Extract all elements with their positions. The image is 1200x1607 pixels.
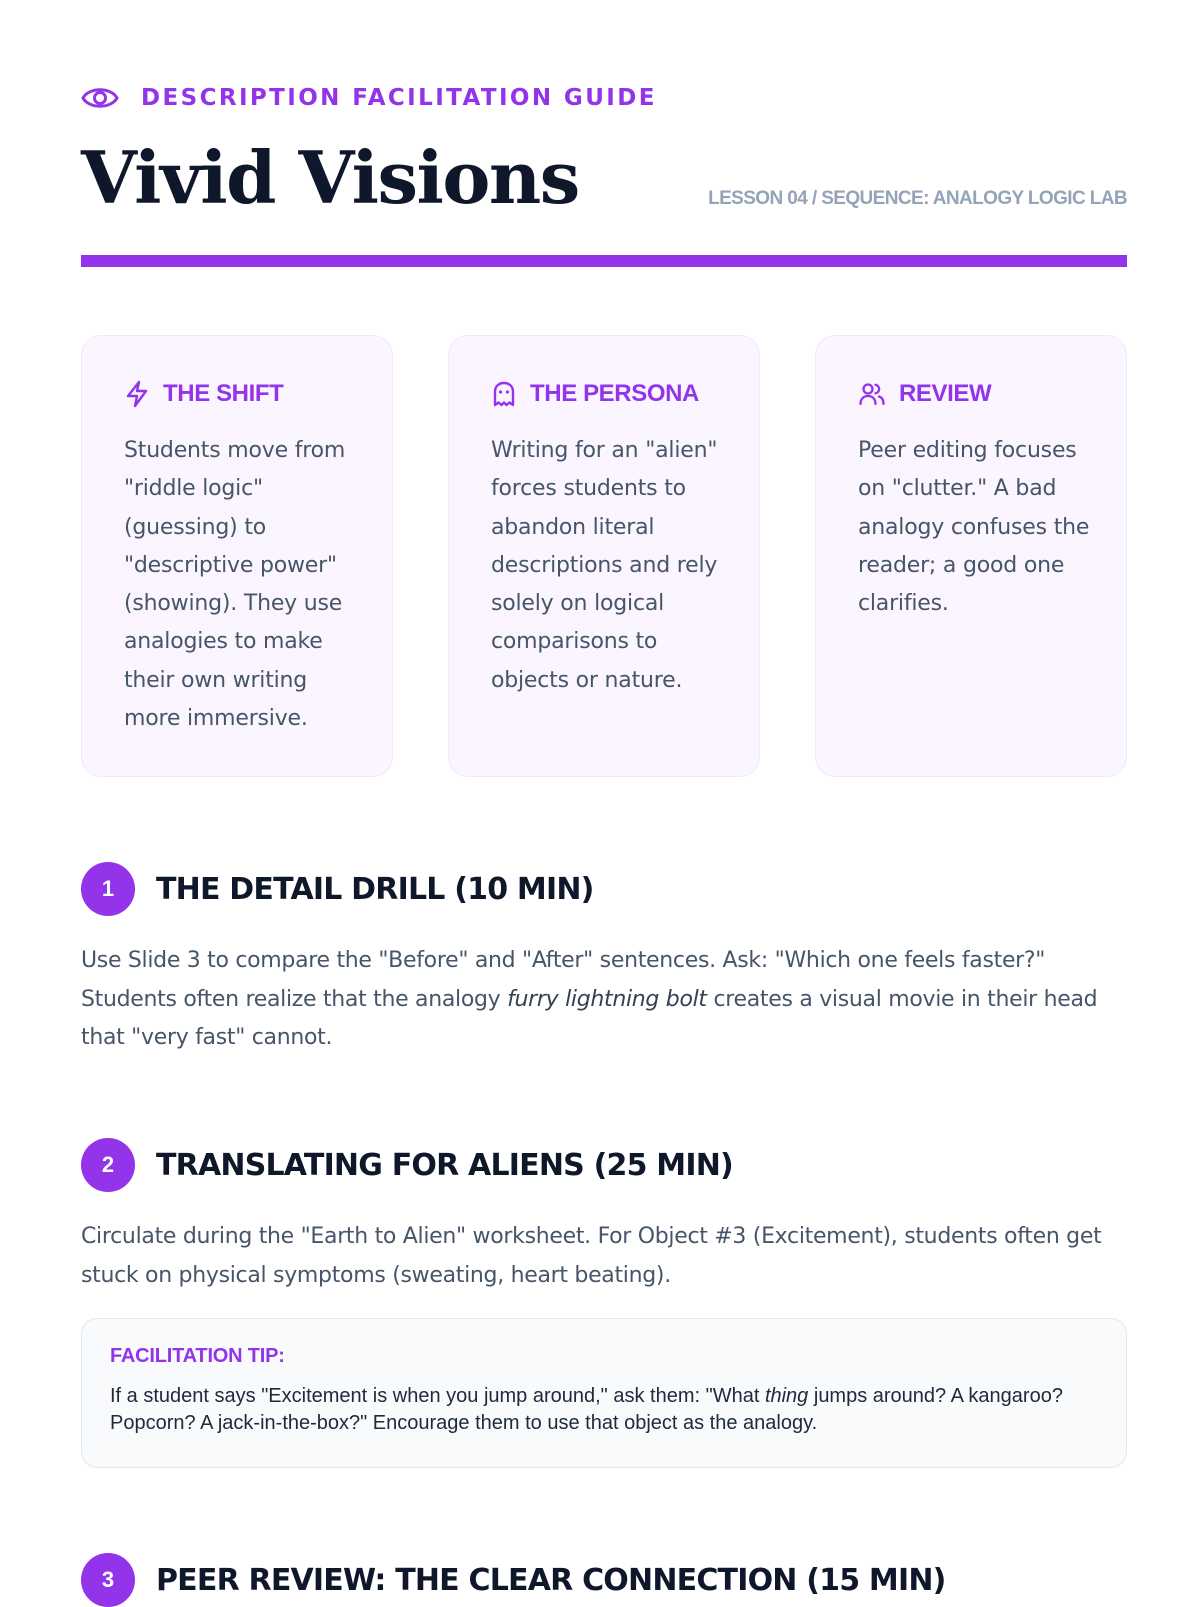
step-number-badge: 1: [81, 862, 135, 916]
eyebrow: [81, 84, 657, 112]
title-divider: [81, 255, 1127, 267]
lesson-meta: LESSON 04 / SEQUENCE: ANALOGY LOGIC LAB: [708, 188, 1127, 209]
facilitation-tip-box: [81, 1318, 1127, 1468]
tip-label: FACILITATION TIP:: [110, 1345, 285, 1367]
card-title: REVIEW: [899, 380, 992, 407]
eye-icon: [81, 84, 119, 112]
card-the-persona: [448, 335, 760, 777]
summary-cards: [81, 335, 1127, 777]
card-the-shift: [81, 335, 393, 777]
tip-body: If a student says "Excitement is when you jump around," ask them: "What thing jumps around? A kangaroo? Popcorn? A jack-in-the-box?" Encourage them to use that object as the analogy.: [110, 1385, 1063, 1434]
card-header: [124, 376, 362, 412]
ghost-icon: [491, 380, 517, 408]
section-2-header: [81, 1138, 733, 1192]
card-review: [815, 335, 1127, 777]
step-number-badge: 3: [81, 1553, 135, 1607]
lightning-bolt-icon: [124, 380, 150, 408]
users-icon: [858, 380, 886, 408]
card-header: [858, 376, 1096, 412]
section-title: TRANSLATING FOR ALIENS (25 MIN): [156, 1147, 733, 1183]
section-2-body: Circulate during the "Earth to Alien" worksheet. For Object #3 (Excitement), students often get stuck on physical symptoms (sweating, heart beating).: [81, 1224, 1102, 1288]
card-title: THE SHIFT: [163, 380, 284, 407]
page-title: Vivid Visions: [81, 135, 579, 220]
section-3-header: [81, 1553, 946, 1607]
card-body: Writing for an "alien" forces students to abandon literal descriptions and rely solely on logical comparisons to objects or nature.: [491, 438, 718, 693]
eyebrow-label: DESCRIPTION FACILITATION GUIDE: [141, 85, 657, 111]
section-title: PEER REVIEW: THE CLEAR CONNECTION (15 MIN): [156, 1562, 946, 1598]
card-body: Students move from "riddle logic" (guessing) to "descriptive power" (showing). They use analogies to make their own writing more immersive.: [124, 438, 346, 732]
step-number-badge: 2: [81, 1138, 135, 1192]
emphasis-text: thing: [764, 1385, 809, 1407]
section-1-header: [81, 862, 594, 916]
card-body: Peer editing focuses on "clutter." A bad analogy confuses the reader; a good one clarifies.: [858, 438, 1090, 617]
emphasis-text: furry lightning bolt: [507, 986, 707, 1012]
card-title: THE PERSONA: [530, 380, 699, 407]
section-1-body: Use Slide 3 to compare the "Before" and "After" sentences. Ask: "Which one feels faster?" Students often realize that the analogy furry lightning bolt creates a visual movie in their head that "very fast" cannot.: [81, 948, 1098, 1050]
section-title: THE DETAIL DRILL (10 MIN): [156, 871, 594, 907]
card-header: [491, 376, 729, 412]
